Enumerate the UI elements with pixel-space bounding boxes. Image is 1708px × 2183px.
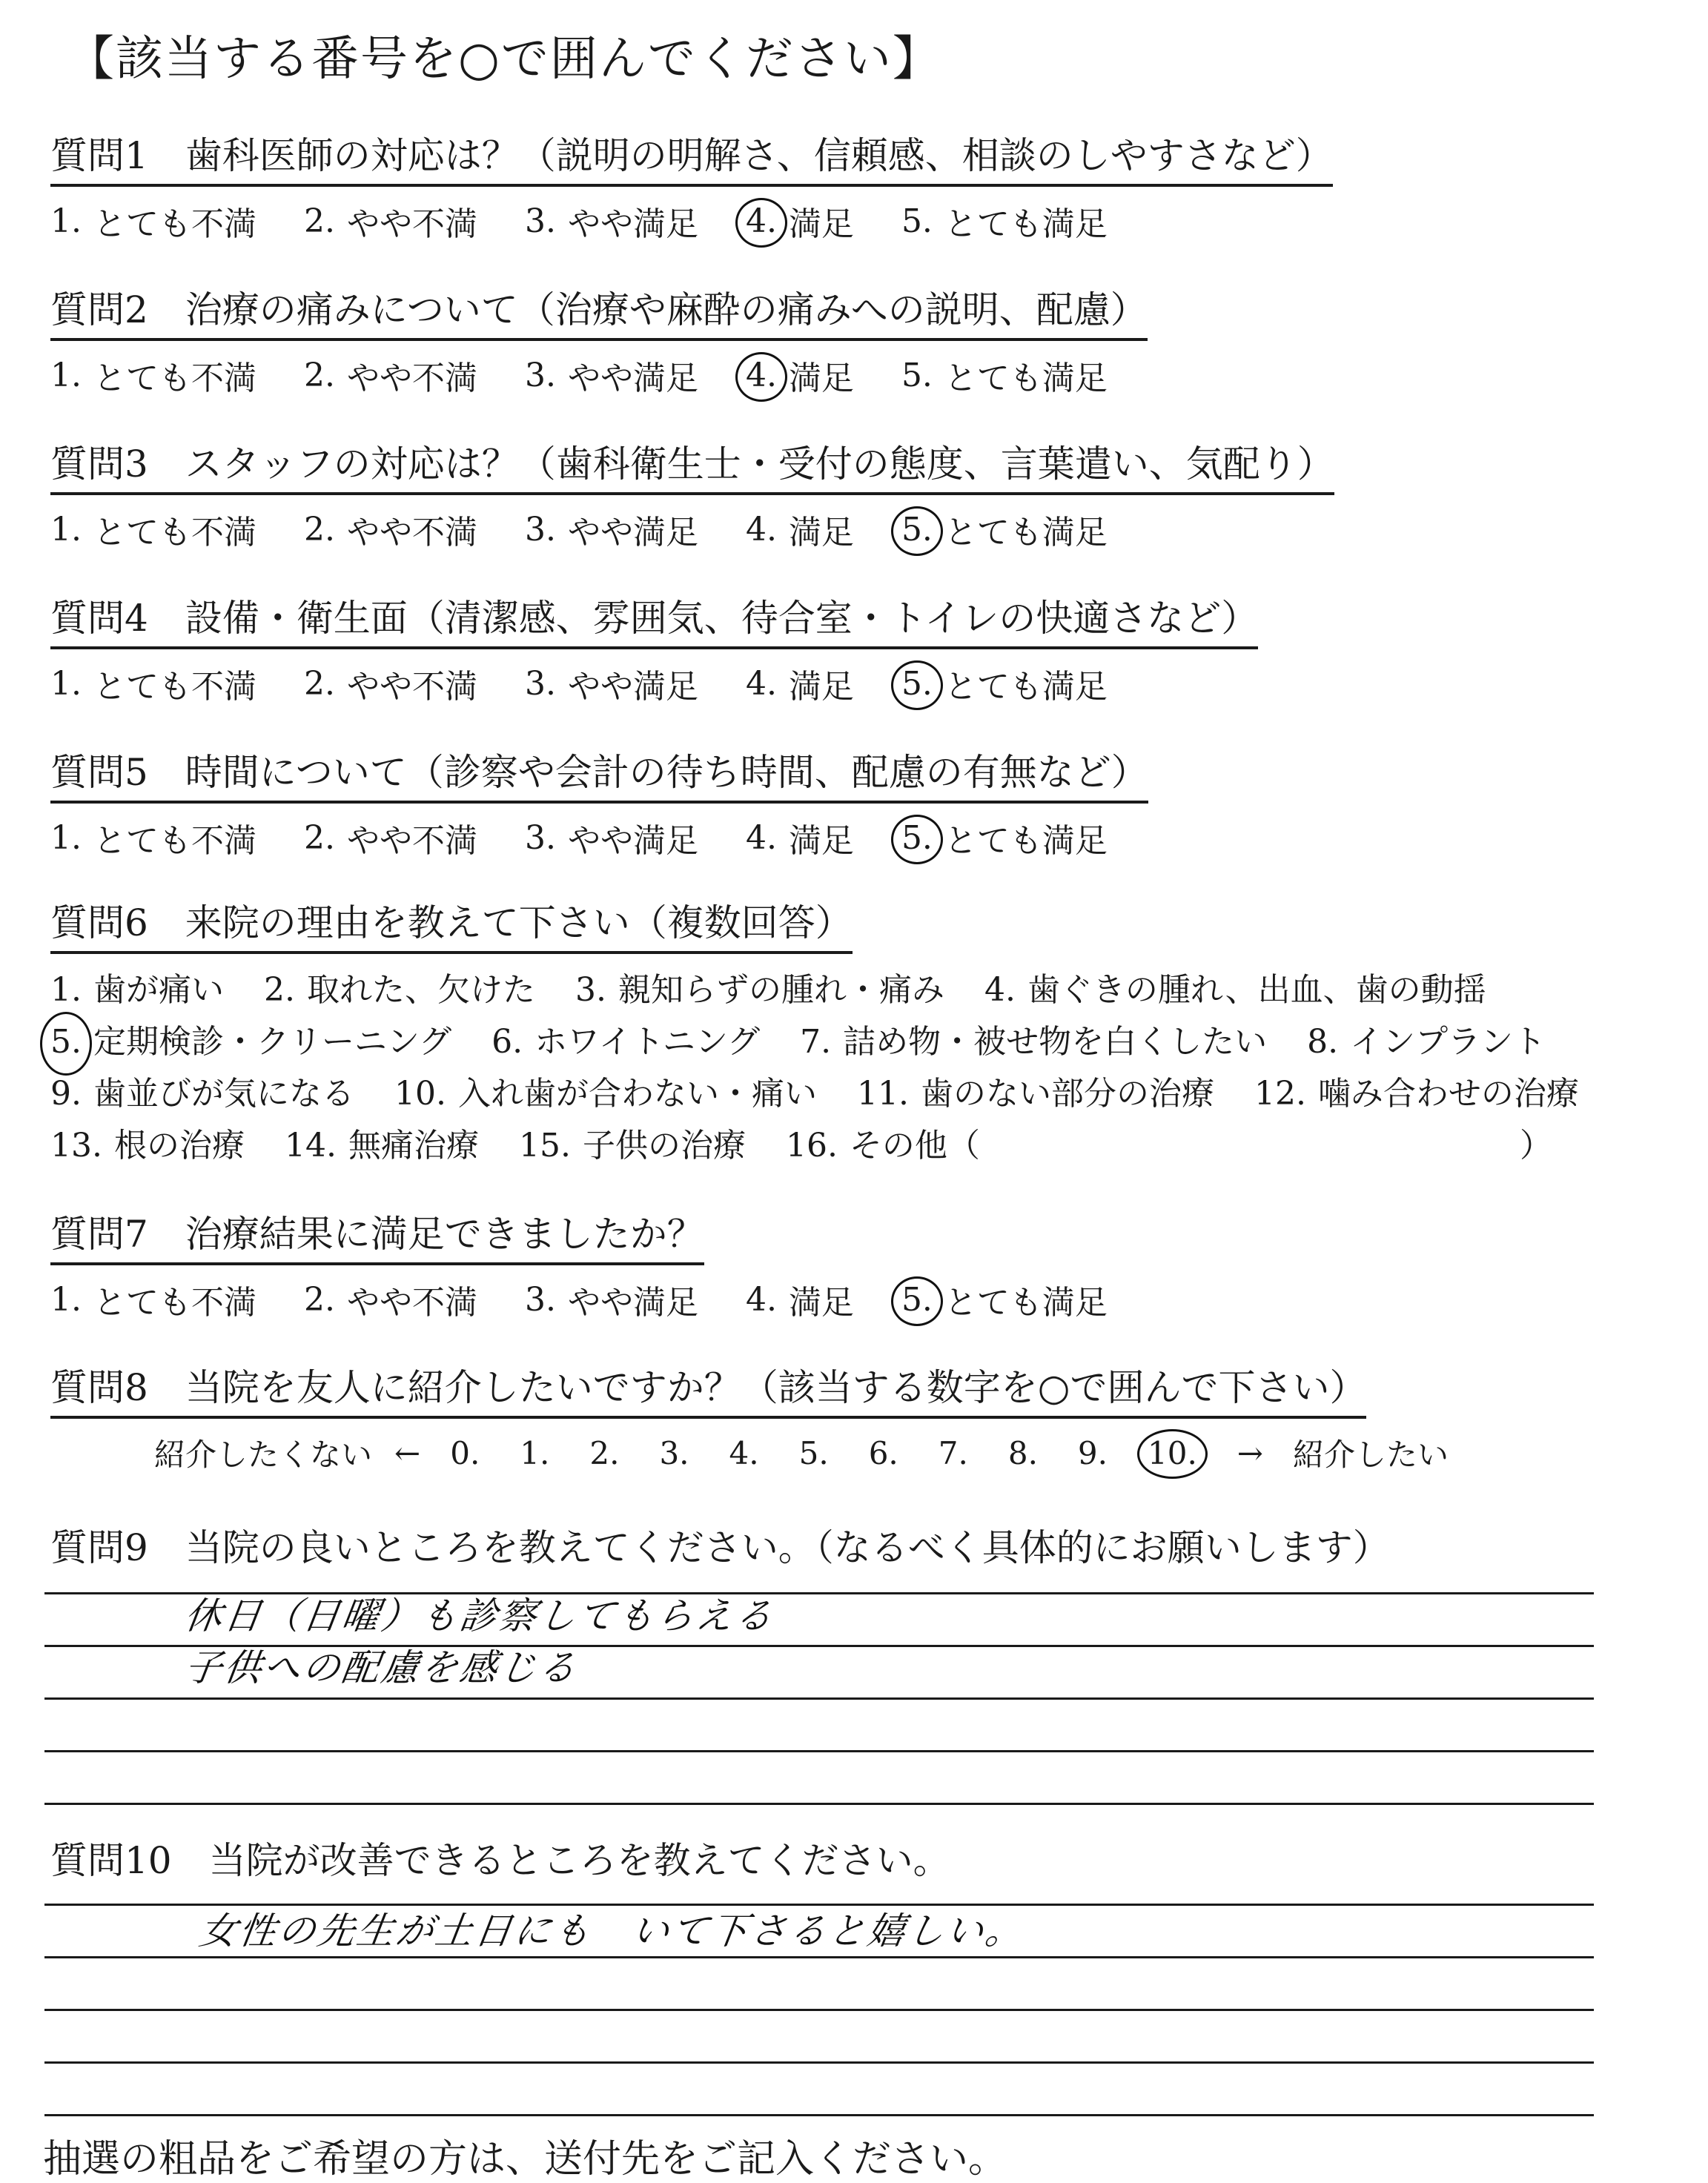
option-number: 2.: [263, 971, 295, 1009]
question-9-title: 質問9 当院の良いところを教えてください。（なるべく具体的にお願いします）: [50, 1526, 1390, 1569]
left-arrow-icon: ←: [394, 1434, 421, 1471]
question-2-title: 質問2 治療の痛みについて（治療や麻酔の痛みへの説明、配慮）: [50, 280, 1148, 341]
option[interactable]: [746, 197, 854, 245]
question-3-options: [50, 506, 1334, 553]
option-label: 無痛治療: [348, 1127, 479, 1165]
question-6: [50, 893, 1619, 1172]
option-number-circled: 5.: [50, 1016, 82, 1068]
question-5-title: 質問5 時間について（診察や会計の待ち時間、配慮の有無など）: [50, 743, 1148, 804]
option[interactable]: [285, 1120, 479, 1172]
option[interactable]: [304, 1276, 477, 1323]
option[interactable]: [786, 1120, 980, 1172]
option[interactable]: [525, 351, 698, 399]
question-1: [50, 126, 1333, 245]
option-number: 1.: [50, 818, 82, 857]
option-label: 満足: [788, 514, 854, 551]
option-label: やや不満: [346, 360, 477, 397]
question-5-options: [50, 814, 1155, 861]
option-number: 3.: [524, 202, 556, 240]
question-8-scale: [154, 1431, 1471, 1475]
option-number: 12.: [1254, 1075, 1306, 1113]
page-title: 【該当する番号を○で囲んでください】: [67, 32, 941, 87]
question-2-options: [50, 351, 1155, 399]
option-number-circled: 5.: [901, 1280, 933, 1319]
option-label: 満足: [788, 822, 854, 860]
question-3: [50, 434, 1334, 553]
option-label: やや満足: [567, 514, 698, 551]
option[interactable]: [491, 1016, 760, 1068]
option[interactable]: [304, 814, 477, 861]
option-number: 1.: [50, 971, 82, 1009]
option-label: やや不満: [346, 822, 477, 860]
option-number: 13.: [50, 1127, 102, 1165]
scale-number[interactable]: 2.: [589, 1434, 620, 1471]
option-number-circled: 4.: [745, 356, 777, 394]
option[interactable]: [800, 1016, 1267, 1068]
option-label: とても不満: [93, 514, 256, 551]
option[interactable]: [50, 814, 256, 861]
option-label: 入れ歯が合わない・痛い: [457, 1075, 817, 1113]
option-label: やや満足: [567, 668, 698, 706]
option[interactable]: [50, 1068, 354, 1120]
scale-number[interactable]: 0.: [450, 1434, 480, 1471]
option-label: とても不満: [93, 668, 256, 706]
footer-note: 抽選の粗品をご希望の方は、送付先をご記入ください。: [43, 2137, 1007, 2182]
option-number: 3.: [524, 1280, 556, 1319]
scale-number[interactable]: 7.: [938, 1434, 968, 1471]
option[interactable]: [746, 660, 854, 707]
option-label: 満足: [788, 1284, 854, 1322]
option-label: 歯が痛い: [93, 971, 224, 1009]
option-label: とても満足: [944, 668, 1108, 706]
question-4-title: 質問4 設備・衛生面（清潔感、雰囲気、待合室・トイレの快適さなど）: [50, 589, 1258, 649]
answer-line[interactable]: [44, 1958, 1594, 2011]
scale-number[interactable]: 9.: [1077, 1434, 1108, 1471]
question-2: [50, 280, 1155, 399]
option-label: 定期検診・クリーニング: [93, 1023, 452, 1061]
option-label: ホワイトニング: [534, 1023, 761, 1061]
option[interactable]: [525, 814, 698, 861]
option-number: 2.: [303, 356, 335, 394]
option[interactable]: [304, 506, 477, 553]
option[interactable]: [264, 964, 535, 1016]
option-number: 3.: [575, 971, 606, 1009]
option-label: とても満足: [944, 205, 1108, 243]
option-label: やや満足: [567, 1284, 698, 1322]
scale-left-label: 紹介したくない: [154, 1437, 373, 1473]
option[interactable]: [304, 197, 477, 245]
option[interactable]: [901, 660, 1108, 707]
option-number: 4.: [745, 1280, 777, 1319]
option-number: 1.: [50, 510, 82, 549]
option-label: やや満足: [567, 205, 698, 243]
option-label: とても不満: [93, 822, 256, 860]
option-number-circled: 5.: [901, 664, 933, 703]
option-label: 満足: [788, 668, 854, 706]
option[interactable]: [525, 660, 698, 707]
option-label: とても不満: [93, 205, 256, 243]
option-number: 10.: [394, 1075, 446, 1113]
option[interactable]: [984, 964, 1486, 1016]
handwritten-answer-9-1: 休日（日曜）も診察してもらえる: [182, 1594, 778, 1637]
option[interactable]: [50, 351, 256, 399]
option-label: やや不満: [346, 205, 477, 243]
option-label: やや不満: [346, 668, 477, 706]
answer-lines-10: [44, 1853, 1594, 2116]
option-number: 1.: [50, 1280, 82, 1319]
question-6-options: [50, 964, 1619, 1172]
option-number-circled: 5.: [901, 510, 933, 549]
option[interactable]: [304, 351, 477, 399]
option-number: 6.: [491, 1023, 523, 1061]
question-10-title: 質問10 当院が改善できるところを教えてください。: [50, 1839, 950, 1882]
question-5: [50, 743, 1155, 861]
option-row: [50, 1068, 1619, 1120]
option[interactable]: [901, 1276, 1108, 1323]
option[interactable]: [746, 814, 854, 861]
answer-line[interactable]: [44, 1853, 1594, 1906]
option-number: 3.: [524, 664, 556, 703]
option-label: 歯ぐきの腫れ、出血、歯の動揺: [1027, 971, 1486, 1009]
option-number: 5.: [901, 356, 933, 394]
option-number: 4.: [745, 664, 777, 703]
question-6-title: 質問6 来院の理由を教えて下さい（複数回答）: [50, 893, 853, 954]
option-label: 満足: [788, 360, 854, 397]
scale-number[interactable]: 5.: [798, 1434, 829, 1471]
question-4-options: [50, 660, 1258, 707]
option-row: [50, 1120, 1619, 1172]
option-number-circled: 4.: [745, 202, 777, 240]
option-number: 2.: [303, 664, 335, 703]
option[interactable]: [525, 506, 698, 553]
scale-right-label: 紹介したい: [1293, 1437, 1449, 1473]
option[interactable]: [50, 506, 256, 553]
option[interactable]: [50, 660, 256, 707]
scale-number[interactable]: 6.: [868, 1434, 898, 1471]
option[interactable]: [304, 660, 477, 707]
option-label: とても満足: [944, 1284, 1108, 1322]
option[interactable]: [746, 506, 854, 553]
option-number: 15.: [518, 1127, 571, 1165]
option-number: 14.: [284, 1127, 337, 1165]
option[interactable]: [901, 197, 1108, 245]
option-label: やや満足: [567, 360, 698, 397]
option-number: 5.: [901, 202, 933, 240]
option[interactable]: [525, 1276, 698, 1323]
option-number: 4.: [745, 510, 777, 549]
scale-number[interactable]: 3.: [659, 1434, 689, 1471]
option[interactable]: [50, 1016, 451, 1068]
question-8: [50, 1358, 1471, 1475]
handwritten-answer-10-1: 女性の先生が土日にも いて下さると嬉しい。: [196, 1909, 1028, 1952]
scale-number[interactable]: 4.: [729, 1434, 759, 1471]
question-7-options: [50, 1276, 1155, 1323]
handwritten-answer-9-2: 子供への配慮を感じる: [182, 1646, 581, 1689]
scale-number-circled[interactable]: 10.: [1148, 1434, 1197, 1471]
option-number: 3.: [524, 356, 556, 394]
option-label: 親知らずの腫れ・痛み: [618, 971, 944, 1009]
option-label: 詰め物・被せ物を白くしたい: [843, 1023, 1268, 1061]
option-number: 8.: [1307, 1023, 1339, 1061]
option[interactable]: [50, 1276, 256, 1323]
option-label: やや不満: [346, 514, 477, 551]
option-label: インプラント: [1350, 1023, 1546, 1061]
answer-line[interactable]: [44, 2011, 1594, 2064]
option[interactable]: [50, 964, 224, 1016]
option-label: とても満足: [944, 360, 1108, 397]
answer-line[interactable]: [44, 2064, 1594, 2116]
option-label: とても満足: [944, 822, 1108, 860]
option[interactable]: [746, 1276, 854, 1323]
option[interactable]: [50, 197, 256, 245]
other-paren-close: ）: [1519, 1127, 1552, 1165]
option[interactable]: [50, 1120, 245, 1172]
option-label: 取れた、欠けた: [306, 971, 535, 1009]
option-label: 子供の治療: [582, 1127, 746, 1165]
answer-line[interactable]: [44, 1700, 1594, 1752]
option-label: やや不満: [346, 1284, 477, 1322]
scale-number[interactable]: 8.: [1007, 1434, 1038, 1471]
option-number: 9.: [50, 1075, 82, 1113]
option-number: 1.: [50, 202, 82, 240]
option-label: 歯のない部分の治療: [920, 1075, 1214, 1113]
option-number: 2.: [303, 510, 335, 549]
option-number: 2.: [303, 818, 335, 857]
option[interactable]: [575, 964, 944, 1016]
option-number: 2.: [303, 1280, 335, 1319]
question-7: [50, 1205, 1155, 1323]
option-row: [50, 964, 1619, 1016]
option-number: 4.: [745, 818, 777, 857]
option[interactable]: [525, 197, 698, 245]
option-number: 1.: [50, 356, 82, 394]
question-1-title: 質問1 歯科医師の対応は？（説明の明解さ、信頼感、相談のしやすさなど）: [50, 126, 1333, 187]
option-label: やや満足: [567, 822, 698, 860]
option-number: 2.: [303, 202, 335, 240]
option-label: 満足: [788, 205, 854, 243]
option-number: 1.: [50, 664, 82, 703]
option-label: 噛み合わせの治療: [1317, 1075, 1579, 1113]
option-label: 根の治療: [113, 1127, 245, 1165]
option[interactable]: [901, 506, 1108, 553]
option[interactable]: [1254, 1068, 1579, 1120]
option-number: 11.: [856, 1075, 909, 1113]
option-number: 4.: [984, 971, 1016, 1009]
right-arrow-icon: →: [1237, 1434, 1263, 1471]
option[interactable]: [394, 1068, 817, 1120]
question-8-title: 質問8 当院を友人に紹介したいですか？（該当する数字を○で囲んで下さい）: [50, 1358, 1366, 1419]
option[interactable]: [857, 1068, 1214, 1120]
question-1-options: [50, 197, 1333, 245]
option-label: とても満足: [944, 514, 1108, 551]
option[interactable]: [1307, 1016, 1546, 1068]
answer-line[interactable]: [44, 1752, 1594, 1805]
option-label: 歯並びが気になる: [93, 1075, 354, 1113]
question-3-title: 質問3 スタッフの対応は？（歯科衛生士・受付の態度、言葉遣い、気配り）: [50, 434, 1334, 495]
option-number: 3.: [524, 510, 556, 549]
option[interactable]: [901, 814, 1108, 861]
option-label: その他（: [849, 1127, 980, 1165]
option-number: 16.: [785, 1127, 838, 1165]
scale-number[interactable]: 1.: [520, 1434, 550, 1471]
option-number-circled: 5.: [901, 818, 933, 857]
option-number: 3.: [524, 818, 556, 857]
option-row: [50, 1016, 1619, 1068]
option[interactable]: [519, 1120, 746, 1172]
option-number: 7.: [800, 1023, 832, 1061]
option[interactable]: [746, 351, 854, 399]
option-label: とても不満: [93, 360, 256, 397]
option-label: とても不満: [93, 1284, 256, 1322]
question-7-title: 質問7 治療結果に満足できましたか？: [50, 1205, 704, 1265]
option[interactable]: [901, 351, 1108, 399]
question-4: [50, 589, 1258, 707]
